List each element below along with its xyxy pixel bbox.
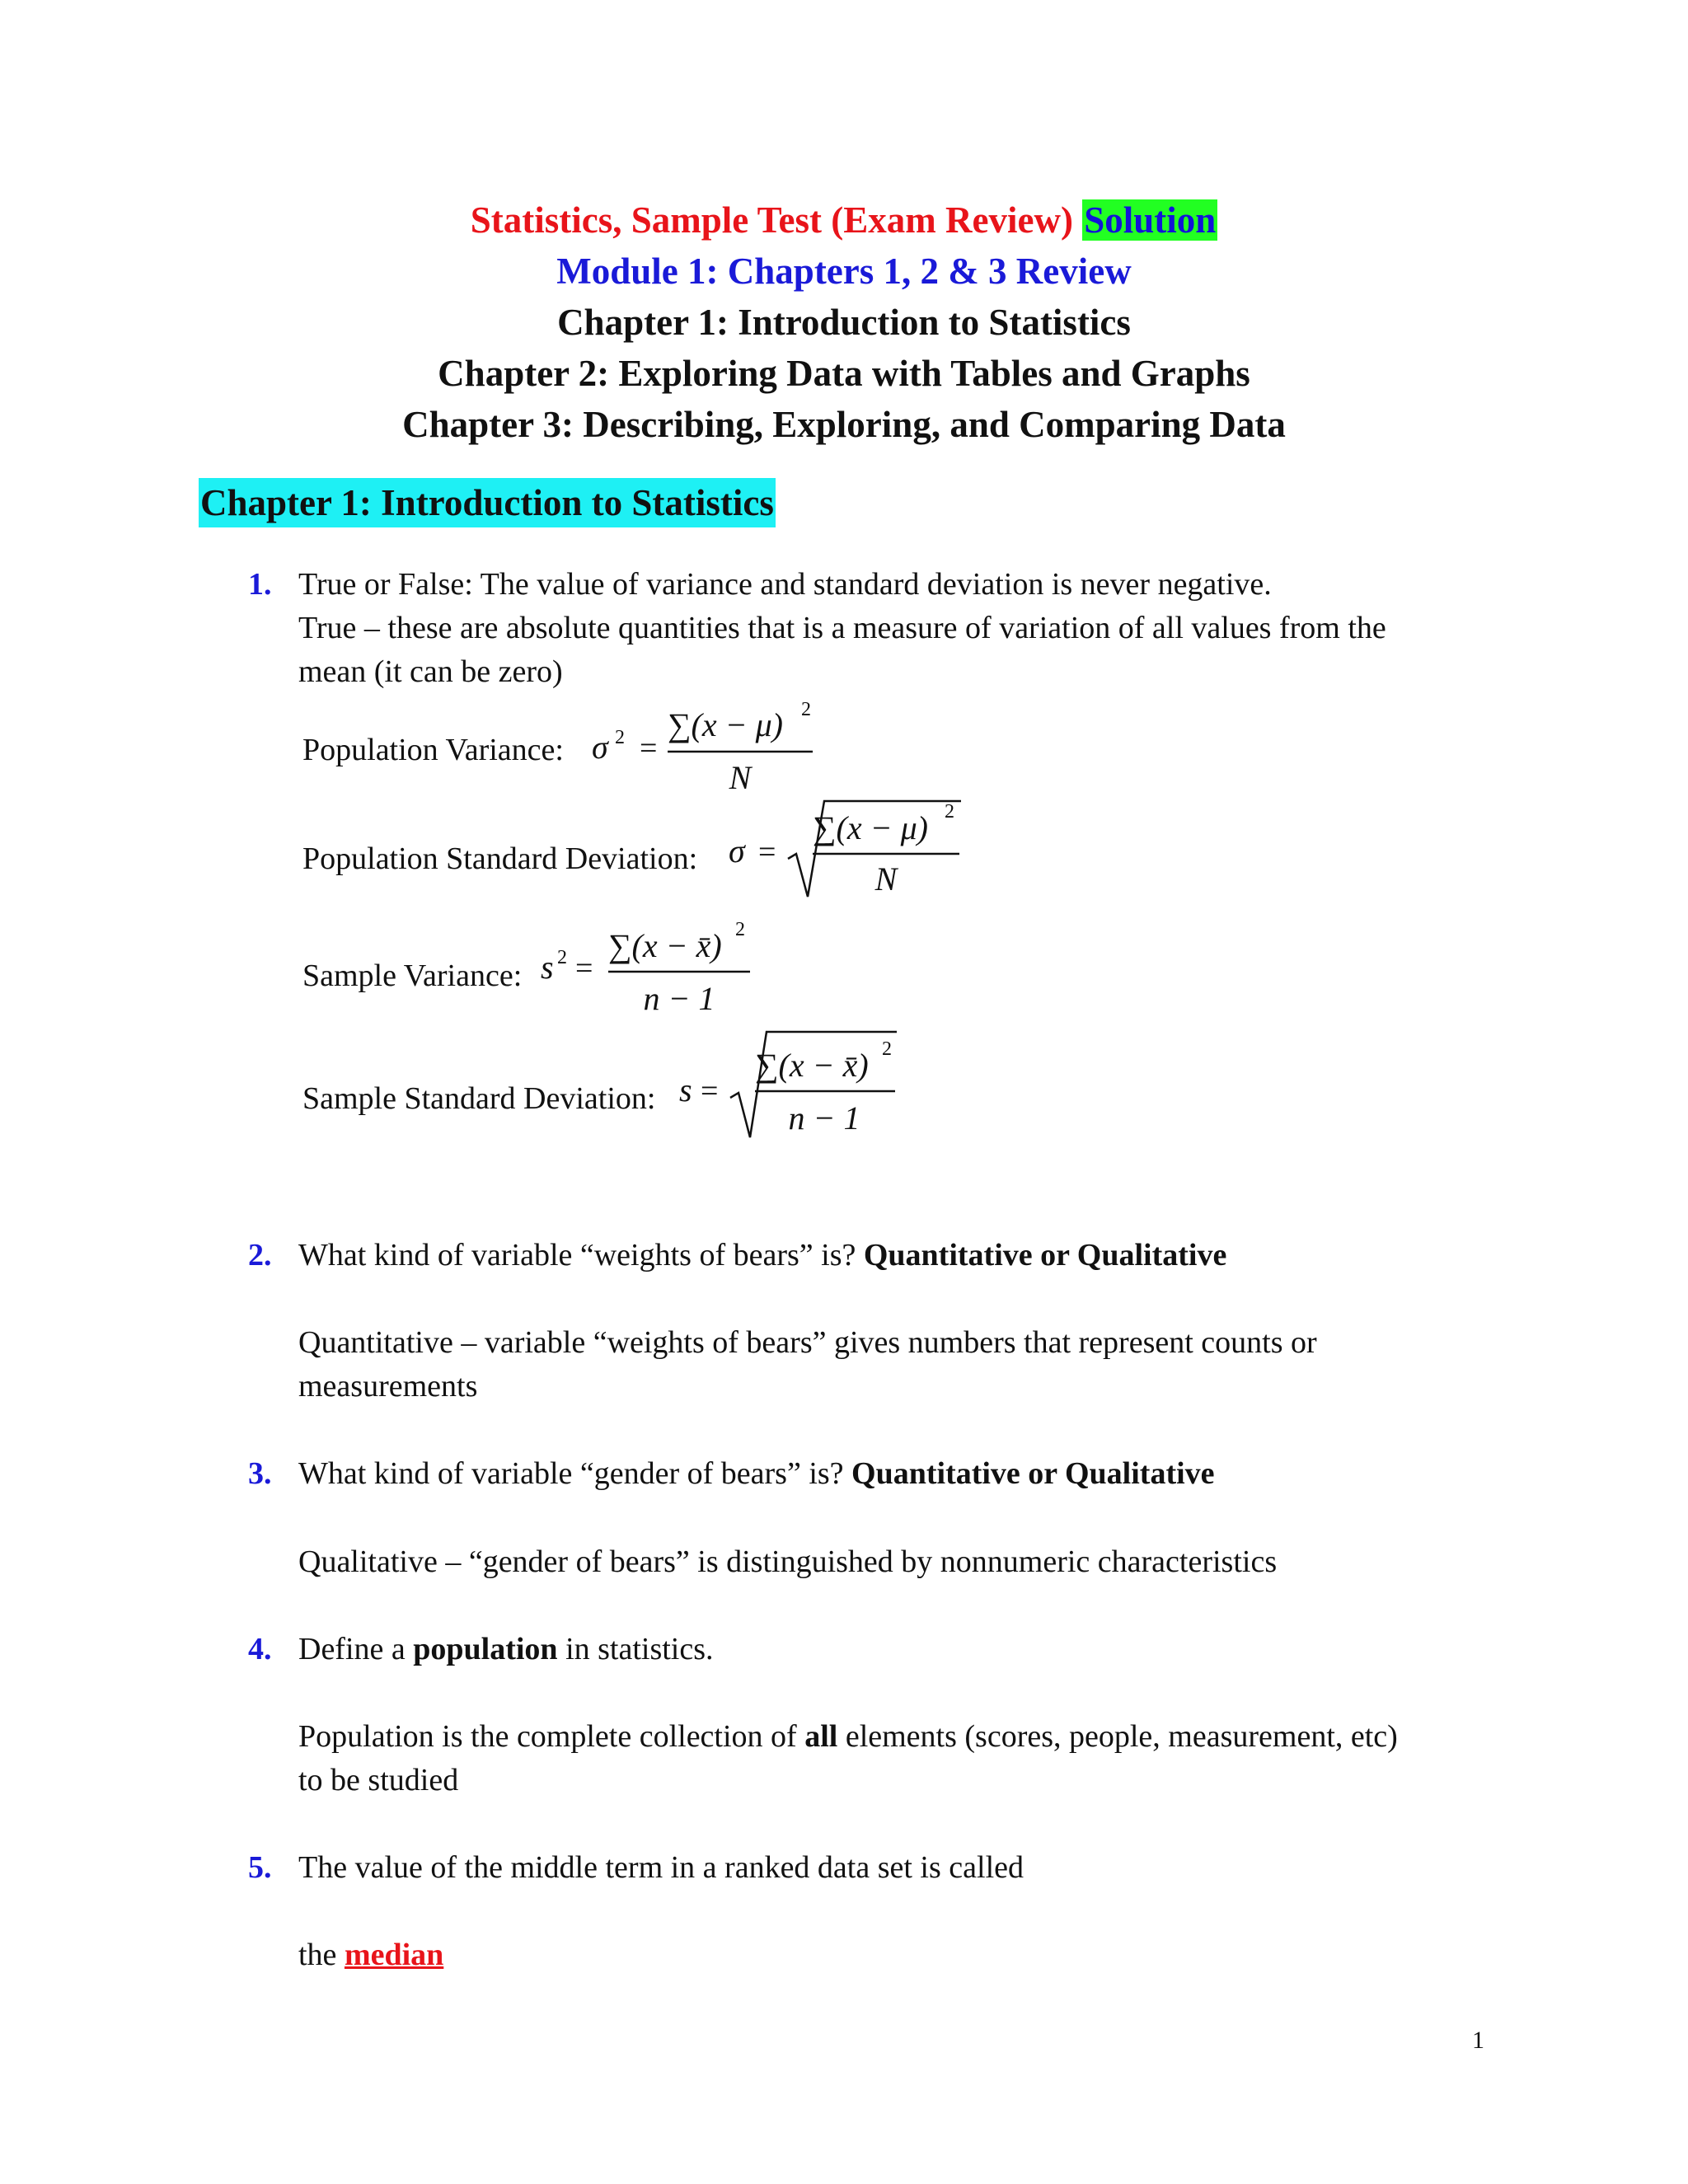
page-number: 1 xyxy=(1472,2027,1484,2054)
formula-exponent: 2 xyxy=(557,947,567,968)
answer-text: Population is the complete collection of xyxy=(298,1719,797,1754)
answer-highlight: median xyxy=(344,1938,444,1972)
question-prompt: True or False: The value of variance and standard deviation is never negative. xyxy=(298,567,1272,602)
formula-symbol: s xyxy=(679,1071,692,1108)
formula-expression xyxy=(588,692,836,808)
question-number: 2. xyxy=(248,1238,272,1272)
chapter-2-title: Chapter 2: Exploring Data with Tables and Graphs xyxy=(438,353,1250,394)
prompt-text: What kind of variable “gender of bears” is? xyxy=(298,1456,844,1491)
formula-denominator: N xyxy=(874,860,898,898)
answer-line: True – these are absolute quantities that is a measure of variation of all values from the xyxy=(298,611,1386,645)
question-number: 1. xyxy=(248,567,272,602)
formula-denominator: N xyxy=(729,759,752,796)
formula-exponent: 2 xyxy=(615,727,625,748)
formula-equals: = xyxy=(640,731,658,766)
answer-line: Quantitative – variable “weights of bears” gives numbers that represent counts or xyxy=(298,1325,1317,1360)
answer-line: measurements xyxy=(298,1369,478,1404)
question-prompt xyxy=(298,1234,1226,1277)
formula-label: Sample Variance: xyxy=(302,958,523,993)
answer-text: elements (scores, people, measurement, etc) xyxy=(845,1719,1398,1754)
formula-symbol: σ xyxy=(592,729,608,766)
module-title: Module 1: Chapters 1, 2 & 3 Review xyxy=(556,251,1132,292)
formula-numerator-exponent: 2 xyxy=(945,801,954,823)
document-title xyxy=(0,194,1688,246)
question-number: 3. xyxy=(248,1456,272,1491)
title-solution-badge: Solution xyxy=(1084,199,1217,241)
formula-expression xyxy=(676,1022,923,1146)
answer-line xyxy=(298,1715,1398,1759)
answer-line: Qualitative – “gender of bears” is distinguished by nonnumeric characteristics xyxy=(298,1544,1278,1579)
answer-line: to be studied xyxy=(298,1763,459,1797)
answer-line xyxy=(298,1933,443,1977)
formula-equals: = xyxy=(758,835,776,869)
title-block xyxy=(0,194,1688,450)
formula-numerator: ∑(x − x̄) xyxy=(755,1047,869,1084)
formula-label: Sample Standard Deviation: xyxy=(302,1081,656,1116)
prompt-bold: Quantitative or Qualitative xyxy=(863,1238,1227,1272)
prompt-text: in statistics. xyxy=(565,1632,714,1666)
formula-denominator: n − 1 xyxy=(788,1099,860,1137)
section-heading: Chapter 1: Introduction to Statistics xyxy=(199,478,776,527)
formula-label: Population Variance: xyxy=(302,733,564,767)
prompt-bold: population xyxy=(413,1632,558,1666)
answer-text: the xyxy=(298,1938,337,1972)
question-number: 4. xyxy=(248,1632,272,1666)
question-prompt: The value of the middle term in a ranked data set is called xyxy=(298,1850,1024,1885)
question-prompt xyxy=(298,1452,1215,1496)
formula-equals: = xyxy=(701,1074,719,1108)
formula-equals: = xyxy=(575,951,593,986)
formula-numerator: ∑(x − μ) xyxy=(668,706,783,743)
formula-numerator: ∑(x − x̄) xyxy=(608,927,722,964)
formula-symbol: σ xyxy=(729,832,745,869)
formula-expression xyxy=(537,911,785,1026)
formula-label: Population Standard Deviation: xyxy=(302,841,698,876)
formula-symbol: s xyxy=(541,949,554,986)
prompt-bold: Quantitative or Qualitative xyxy=(851,1456,1215,1491)
prompt-text: Define a xyxy=(298,1632,406,1666)
answer-line: mean (it can be zero) xyxy=(298,654,563,689)
prompt-text: What kind of variable “weights of bears” is? xyxy=(298,1238,856,1272)
question-prompt xyxy=(298,1628,714,1671)
question-number: 5. xyxy=(248,1850,272,1885)
formula-denominator: n − 1 xyxy=(643,980,715,1017)
title-main: Statistics, Sample Test (Exam Review) xyxy=(470,199,1073,241)
formula-numerator: ∑(x − μ) xyxy=(813,809,928,846)
formula-numerator-exponent: 2 xyxy=(882,1038,892,1060)
formula-numerator-exponent: 2 xyxy=(801,699,811,720)
chapter-1-title: Chapter 1: Introduction to Statistics xyxy=(557,302,1131,343)
formula-expression xyxy=(725,793,973,908)
formula-numerator-exponent: 2 xyxy=(735,919,745,940)
answer-bold: all xyxy=(804,1719,838,1754)
chapter-3-title: Chapter 3: Describing, Exploring, and Comparing Data xyxy=(402,404,1286,445)
